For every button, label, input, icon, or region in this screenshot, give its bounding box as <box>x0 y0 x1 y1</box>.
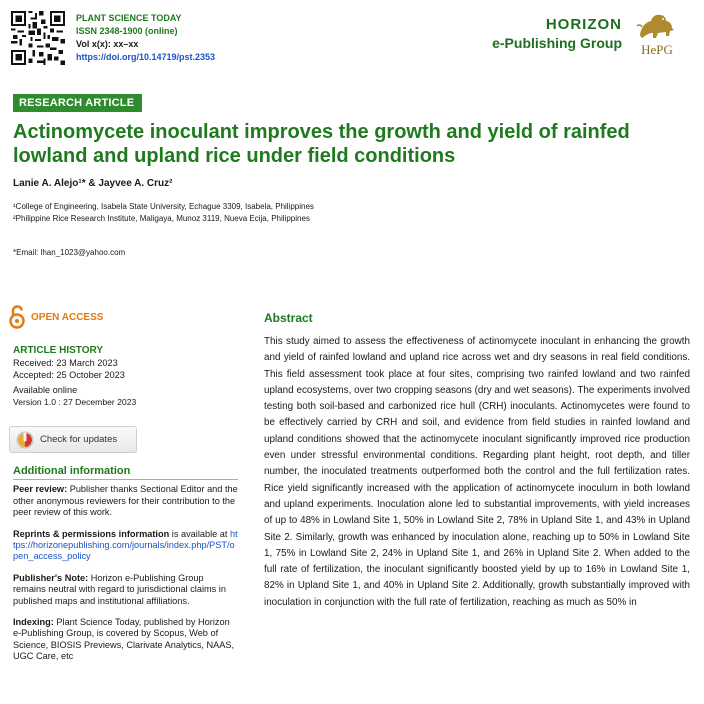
indexing-text: Plant Science Today, published by Horizon e-Publishing Group, is covered by Scopus, Web of Science, BIOSIS Previews, Clarivate Analytics, NAAS, UGC Care, etc <box>13 617 235 662</box>
journal-name: PLANT SCIENCE TODAY <box>76 13 182 23</box>
article-type-badge: RESEARCH ARTICLE <box>13 94 142 112</box>
peer-review-text: Publisher thanks Sectional Editor and the other anonymous reviewers for their contribution to the peer review of this work. <box>13 484 238 518</box>
publishers-note <box>13 573 238 607</box>
received-date: Received: 23 March 2023 <box>13 358 118 368</box>
indexing-label: Indexing: <box>13 617 54 628</box>
corresponding-email: *Email: lhan_1023@yahoo.com <box>13 248 126 257</box>
qr-code-icon <box>11 11 65 65</box>
open-access-lock-icon <box>8 305 26 329</box>
accepted-date: Accepted: 25 October 2023 <box>13 370 125 380</box>
article-history <box>13 345 238 408</box>
journal-info <box>76 12 215 64</box>
affiliations <box>13 201 314 225</box>
journal-issn: ISSN 2348-1900 (online) <box>76 26 178 36</box>
check-updates-label: Check for updates <box>40 434 118 445</box>
doi-link[interactable]: https://doi.org/10.14719/pst.2353 <box>76 52 216 62</box>
additional-heading: Additional information <box>13 465 131 477</box>
logo-text: HePG <box>641 42 673 57</box>
abstract-heading: Abstract <box>264 311 313 325</box>
peer-review-label: Peer review: <box>13 484 68 495</box>
history-heading: ARTICLE HISTORY <box>13 345 104 356</box>
authors: Lanie A. Alejo¹* & Jayvee A. Cruz² <box>13 178 173 189</box>
reprints-text: is available at <box>169 528 230 539</box>
journal-volume: Vol x(x): xx–xx <box>76 39 139 49</box>
open-access-label: OPEN ACCESS <box>31 311 104 323</box>
check-updates-button[interactable] <box>9 426 137 453</box>
publishers-note-label: Publisher's Note: <box>13 572 89 583</box>
divider <box>13 479 238 480</box>
abstract-body: This study aimed to assess the effectiveness of actinomycete inoculant in enhancing the growth and yield of rainfed lowland and upland rice across wet and dry seasons in real field conditions. This field assessment took place at four sites, comprising two rainfed lowland and two rainfed upland ecosystems, over two cropping seasons (dry and wet seasons). The experiments involved testing both soil-based and carbonized rice hull (CRH) inoculants. Actinomycetes were found to be effectively carried by CRH and soil, and evidence from field studies in rainfed lowland and upland conditions showed that the actinomycete inoculant significantly improved rice production even under stressful environmental conditions. Regarding plant height, root depth, and tiller number, the inoculated treatments outperformed both the control and the full fertilization rates. Rice yield significantly increased with the application of actinomycete inoculum in both lowland and upland experiments. Inoculation alone led to substantial improvements, with yield increases of up to 48% in Lowland Site 1, 50% in Lowland Site 2, 78% in Upland Site 1, and 43% in Upland Site 2. Similarly, growth was enhanced by inoculation alone, reaching up to 50% in Lowland Site 1, 75% in Lowland Site 2, 24% in Upland Site 1, and 26% in Upland Site 2. When added to the full rate of fertilization, the inoculant significantly boosted yield by up to 16% in Lowland Site 1, 82% in Upland Site 1, and 40% in Upland Site 2. Additionally, growth substantially improved with inoculation in conjunction with the full rate of fertilization, reaching as much as 50% in <box>264 336 690 608</box>
affiliation-2: ²Philippine Rice Research Institute, Maligaya, Munoz 3119, Nueva Ecija, Philippines <box>13 214 310 223</box>
open-access-badge <box>8 305 103 329</box>
publisher-name <box>492 16 622 52</box>
check-updates-icon <box>16 431 34 449</box>
affiliation-1: ¹College of Engineering, Isabela State University, Echague 3309, Isabela, Philippines <box>13 202 314 211</box>
indexing <box>13 617 238 663</box>
available-online: Available online <box>13 385 78 395</box>
reprints-link[interactable]: https://horizonepublishing.com/journals/index.php/PST/open_access_policy <box>13 528 238 562</box>
article-title: Actinomycete inoculant improves the growth and yield of rainfed lowland and upland rice under field conditions <box>13 121 630 167</box>
reprints-label: Reprints & permissions information <box>13 528 170 539</box>
peer-review <box>13 484 238 518</box>
version-date: Version 1.0 : 27 December 2023 <box>13 397 137 407</box>
additional-information <box>13 466 238 673</box>
reprints-info <box>13 529 238 563</box>
publisher-line2: e-Publishing Group <box>492 35 622 51</box>
publishers-note-text: Horizon e-Publishing Group remains neutral with regard to jurisdictional claims in published maps and institutional affiliations. <box>13 572 226 606</box>
publisher-line1: HORIZON <box>545 16 622 33</box>
